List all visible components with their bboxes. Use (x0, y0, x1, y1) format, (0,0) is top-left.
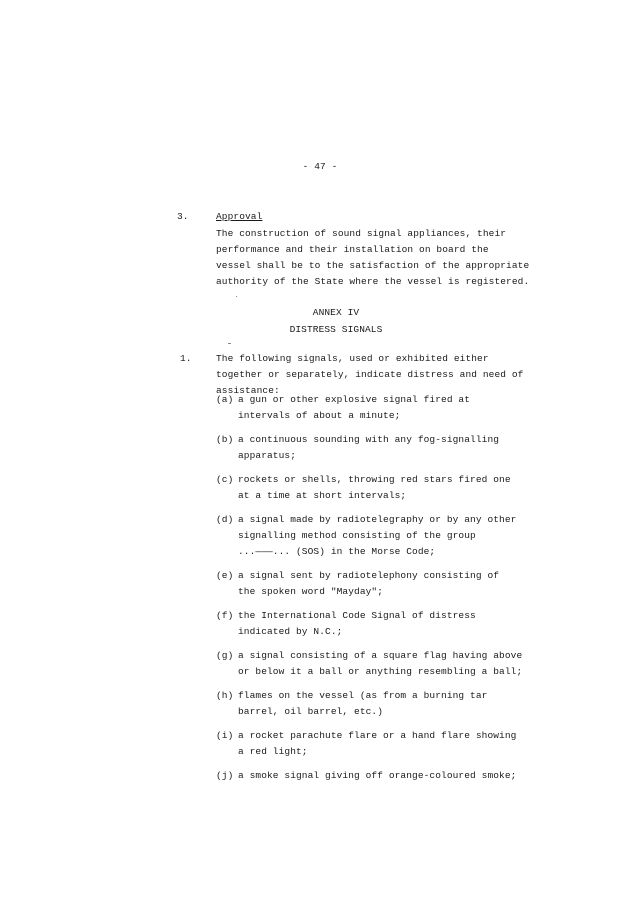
list-item (216, 472, 516, 504)
list-item (216, 648, 523, 680)
item-label: (h) (216, 690, 234, 701)
scan-speck (236, 296, 237, 297)
item-line: signalling method consisting of the group (238, 530, 476, 541)
item-label: (c) (216, 474, 234, 485)
body-line: authority of the State where the vessel is registered. (216, 276, 530, 287)
list-item (216, 512, 516, 560)
list-item (216, 728, 516, 760)
section-body (216, 226, 529, 290)
item-line: rockets or shells, throwing red stars fired one (238, 474, 511, 485)
item-line: intervals of about a minute; (238, 410, 401, 421)
section-title: Approval (216, 211, 263, 222)
section-number: 3. (177, 211, 189, 222)
item-label: (g) (216, 650, 234, 661)
item-line: a signal made by radiotelegraphy or by any other (238, 514, 517, 525)
page-number: - 47 - (302, 161, 338, 172)
list-item (216, 432, 516, 464)
item-line: or below it a ball or anything resembling a ball; (238, 666, 523, 677)
item-line: ...———... (SOS) in the Morse Code; (238, 546, 436, 557)
item-line: a continuous sounding with any fog-signalling (238, 434, 500, 445)
item-line: the spoken word "Mayday"; (238, 586, 384, 597)
paragraph-number: 1. (180, 353, 192, 364)
item-line: a signal consisting of a square flag having above (238, 650, 523, 661)
list-item (216, 568, 516, 600)
list-item (216, 392, 516, 424)
item-line: a rocket parachute flare or a hand flare showing (238, 730, 517, 741)
item-label: (d) (216, 514, 234, 525)
item-label: (j) (216, 770, 234, 781)
item-label: (b) (216, 434, 234, 445)
item-line: the International Code Signal of distress (238, 610, 476, 621)
annex-subtitle: DISTRESS SIGNALS (289, 324, 383, 335)
item-line: apparatus; (238, 450, 297, 461)
item-label: (e) (216, 570, 234, 581)
item-line: indicated by N.C.; (238, 626, 343, 637)
body-line: performance and their installation on board the (216, 244, 489, 255)
item-line: a smoke signal giving off orange-coloured smoke; (238, 770, 517, 781)
item-line: a red light; (238, 746, 308, 757)
item-label: (i) (216, 730, 234, 741)
item-label: (f) (216, 610, 234, 621)
list-item (216, 608, 516, 640)
body-line: together or separately, indicate distress and need of (216, 369, 524, 380)
item-line: flames on the vessel (as from a burning tar (238, 690, 488, 701)
distress-signal-list (216, 392, 523, 792)
item-line: at a time at short intervals; (238, 490, 407, 501)
list-item (216, 688, 516, 720)
body-line: The construction of sound signal appliances, their (216, 228, 507, 239)
item-line: barrel, oil barrel, etc.) (238, 706, 384, 717)
body-line: assistance: (216, 385, 280, 396)
item-line: a gun or other explosive signal fired at (238, 394, 471, 405)
body-line: vessel shall be to the satisfaction of the appropriate (216, 260, 530, 271)
body-line: The following signals, used or exhibited either (216, 353, 489, 364)
annex-title: ANNEX IV (312, 307, 360, 318)
item-line: a signal sent by radiotelephony consisting of (238, 570, 500, 581)
item-label: (a) (216, 394, 234, 405)
scan-speck (228, 343, 231, 344)
list-item (216, 768, 516, 784)
